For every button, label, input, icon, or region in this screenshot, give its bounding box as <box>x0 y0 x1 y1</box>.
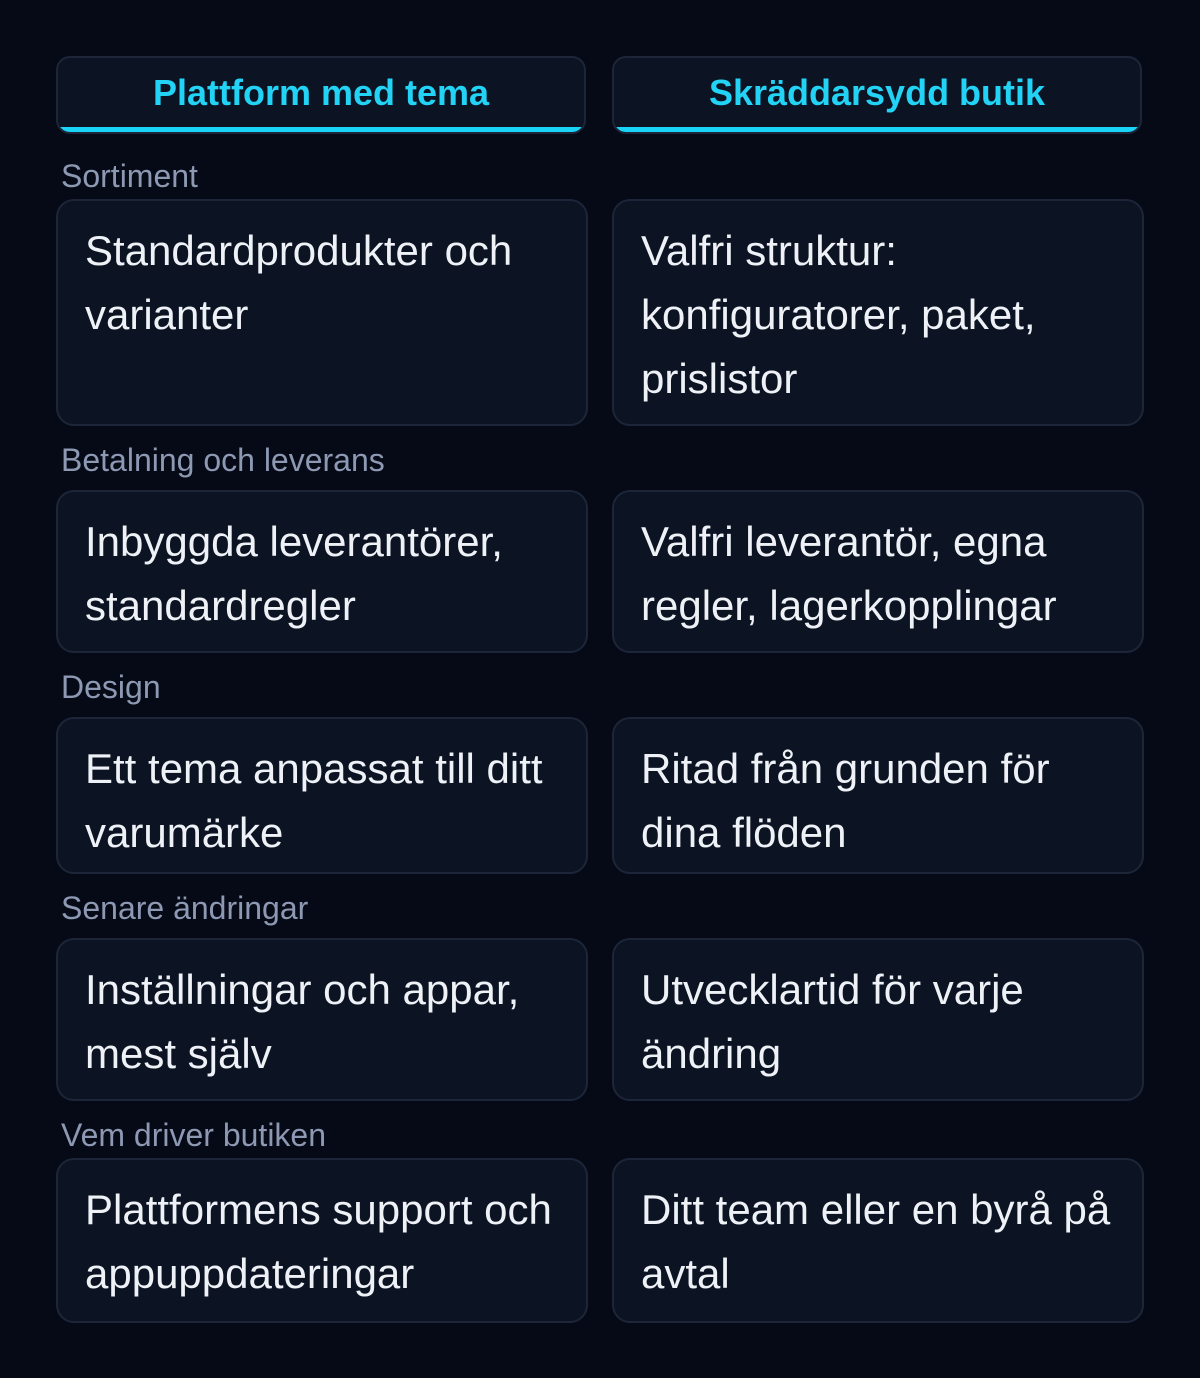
card-payment-custom <box>612 490 1144 653</box>
card-design-themed <box>56 717 588 874</box>
card-text: Valfri leverantör, egna regler, lagerkopplingar <box>641 518 1057 629</box>
card-text: Standardprodukter och varianter <box>85 227 513 338</box>
row-label-later-changes: Senare ändringar <box>61 890 309 926</box>
card-assortment-themed <box>56 199 588 426</box>
row-label-design: Design <box>61 669 161 705</box>
column-header-themed-platform <box>56 56 586 134</box>
card-payment-themed <box>56 490 588 653</box>
row-label-payment-delivery: Betalning och leverans <box>61 442 385 478</box>
card-changes-themed <box>56 938 588 1101</box>
card-text: Plattformens support och appuppdateringar <box>85 1186 552 1297</box>
card-text: Ditt team eller en byrå på avtal <box>641 1186 1111 1297</box>
card-operations-custom <box>612 1158 1144 1323</box>
column-title-themed-platform: Plattform med tema <box>152 72 490 113</box>
column-title-custom-store: Skräddarsydd butik <box>708 72 1046 113</box>
row-label-who-runs-store: Vem driver butiken <box>61 1117 327 1153</box>
row-label-assortment: Sortiment <box>61 158 198 194</box>
card-text: Utvecklartid för varje ändring <box>641 966 1024 1077</box>
card-assortment-custom <box>612 199 1144 426</box>
card-design-custom <box>612 717 1144 874</box>
card-operations-themed <box>56 1158 588 1323</box>
card-text: Inställningar och appar, mest själv <box>85 966 520 1077</box>
column-header-custom-store <box>612 56 1142 134</box>
card-changes-custom <box>612 938 1144 1101</box>
card-text: Inbyggda leverantörer, standardregler <box>85 518 503 629</box>
card-text: Valfri struktur: konfiguratorer, paket, prislistor <box>641 227 1036 402</box>
card-text: Ett tema anpassat till ditt varumärke <box>85 745 543 856</box>
card-text: Ritad från grunden för dina flöden <box>641 745 1050 856</box>
